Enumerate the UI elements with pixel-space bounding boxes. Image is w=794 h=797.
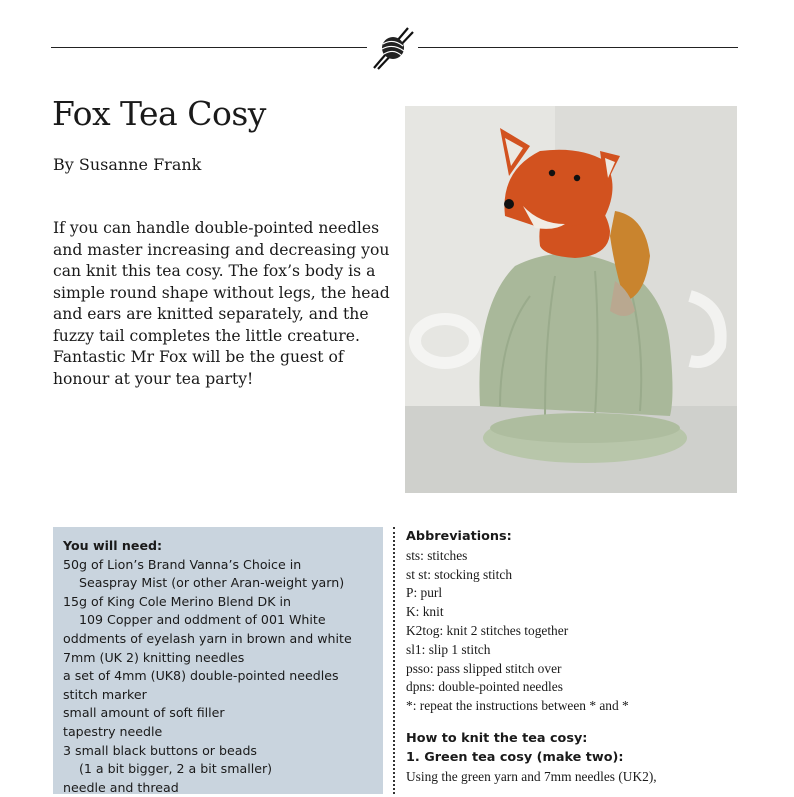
abbreviation-item: *: repeat the instructions between * and * xyxy=(406,698,629,714)
header-rule-left xyxy=(51,47,367,48)
materials-item: (1 a bit bigger, 2 a bit smaller) xyxy=(79,761,273,777)
page-title: Fox Tea Cosy xyxy=(52,94,266,133)
abbreviation-item: sts: stitches xyxy=(406,547,468,563)
abbreviation-item: K2tog: knit 2 stitches together xyxy=(406,622,569,638)
materials-heading: You will need: xyxy=(63,538,163,553)
column-divider xyxy=(393,527,395,794)
yarn-ball-icon xyxy=(368,22,418,72)
materials-item: 15g of King Cole Merino Blend DK in xyxy=(63,593,291,609)
intro-paragraph: If you can handle double-pointed needles and master increasing and decreasing you can knit this tea cosy. The fox’s body is a simple round shape without legs, the head and ears are knitted separately, and the fuzzy tail completes the little creature. Fantastic Mr Fox will be the guest of honour at your tea party! xyxy=(53,219,390,388)
abbreviation-item: psso: pass slipped stitch over xyxy=(406,660,562,676)
step-1-title: 1. Green tea cosy (make two): xyxy=(406,749,624,765)
abbreviations-section xyxy=(406,528,736,786)
materials-box xyxy=(53,527,383,794)
materials-item: oddments of eyelash yarn in brown and white xyxy=(63,630,352,646)
abbreviation-item: P: purl xyxy=(406,585,443,601)
abbreviations-heading: Abbreviations: xyxy=(406,529,512,544)
materials-item: 3 small black buttons or beads xyxy=(63,742,257,758)
materials-item: stitch marker xyxy=(63,686,147,702)
step-1-text: Using the green yarn and 7mm needles (UK2), xyxy=(406,768,657,784)
materials-item: a set of 4mm (UK8) double-pointed needles xyxy=(63,668,339,684)
abbreviation-item: dpns: double-pointed needles xyxy=(406,679,563,695)
materials-item: needle and thread xyxy=(63,779,179,795)
abbreviation-item: st st: stocking stitch xyxy=(406,566,513,582)
instructions-heading: How to knit the tea cosy: xyxy=(406,730,588,746)
materials-item: Seaspray Mist (or other Aran-weight yarn) xyxy=(79,575,345,591)
materials-item: tapestry needle xyxy=(63,723,163,739)
fox-tea-cosy-photo xyxy=(405,106,737,493)
author-byline: By Susanne Frank xyxy=(53,155,202,174)
abbreviation-item: K: knit xyxy=(406,604,444,620)
materials-item: 7mm (UK 2) knitting needles xyxy=(63,649,245,665)
materials-item: 109 Copper and oddment of 001 White xyxy=(79,612,326,628)
materials-item: small amount of soft filler xyxy=(63,705,225,721)
materials-item: 50g of Lion’s Brand Vanna’s Choice in xyxy=(63,556,302,572)
abbreviation-item: sl1: slip 1 stitch xyxy=(406,641,491,657)
header-rule-right xyxy=(418,47,738,48)
